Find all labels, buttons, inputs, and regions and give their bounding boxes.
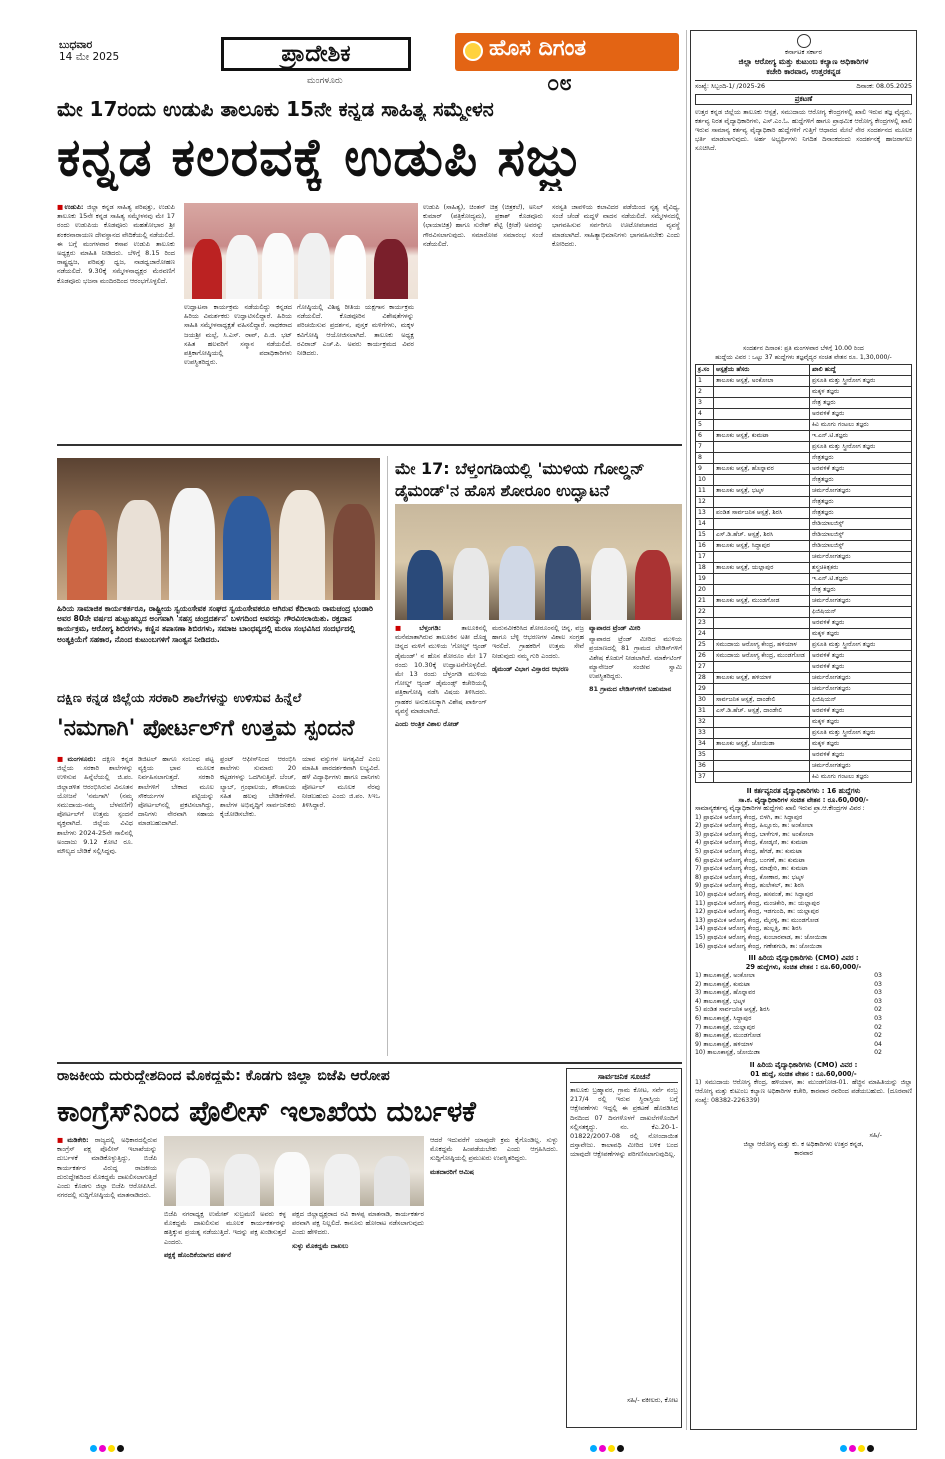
table-cell: ಕಿವಿ ಮೂಗು ಗಂಟಲು ತಜ್ಞರು bbox=[810, 772, 912, 783]
congress-body-4: ಆದರೆ ಇದುವರೆಗೆ ಯಾವುದೇ ಕ್ರಮ ಕೈಗೊಂಡಿಲ್ಲ. ಸುಳ್ಳು ಮೊಕದ್ದಮೆ ಹಿಂಪಡೆಯಬೇಕು ಎಂದು ಆಗ್ರಹಿಸಿದರು. ಸುದ್ದಿಗೋಷ್ಠಿಯಲ್ಲಿ ಪ್ರಮುಖರು ಉಪಸ್ಥಿತರಿದ್ದರು. bbox=[430, 1136, 558, 1163]
table-head-cell: ಆಸ್ಪತ್ರೆಯ ಹೆಸರು bbox=[714, 365, 810, 376]
table-row bbox=[696, 541, 912, 552]
table-row bbox=[696, 684, 912, 695]
table-cell: 37 bbox=[696, 772, 714, 783]
lead-kicker: ಮೇ 17ರಂದು ಉಡುಪಿ ತಾಲೂಕು 15ನೇ ಕನ್ನಡ ಸಾಹಿತ್ಯ ಸಮ್ಮೇಳನ bbox=[57, 97, 494, 121]
congress-col-1: ■ಮಡಿಕೇರಿ: ರಾಜ್ಯದಲ್ಲಿ ಅಧಿಕಾರದಲ್ಲಿರುವ ಕಾಂಗ್ರೆಸ್ ಪಕ್ಷ ಪೊಲೀಸ್ ಇಲಾಖೆಯನ್ನು ದುರ್ಬಳಕೆ ಮಾಡಿಕೊಳ್ಳುತ್ತಿದ್ದು, ಬಿಜೆಪಿ ಕಾರ್ಯಕರ್ತರ ವಿರುದ್ಧ ರಾಜಕೀಯ ದುರುದ್ದೇಶದಿಂದ ಮೊಕದ್ದಮೆ ದಾಖಲಿಸಲಾಗುತ್ತಿದೆ ಎಂದು ಕೊಡಗು ಜಿಲ್ಲಾ ಬಿಜೆಪಿ ಆರೋಪಿಸಿದೆ. ನಗರದಲ್ಲಿ ಸುದ್ದಿಗೋಷ್ಠಿಯಲ್ಲಿ ಮಾತನಾಡಿದರು. bbox=[57, 1136, 157, 1200]
table-row bbox=[696, 453, 912, 464]
table-cell: 30 bbox=[696, 695, 714, 706]
date-label: 14 ಮೇ 2025 bbox=[59, 51, 120, 63]
table-cell: ಮಕ್ಕಳ ತಜ್ಞರು bbox=[810, 717, 912, 728]
table-row bbox=[696, 673, 912, 684]
table-cell bbox=[714, 684, 810, 695]
sec2-salary: ಸಾ.ಕ. ವೈದ್ಯಾಧಿಕಾರಿಗಳ ಸಂಚಿತ ವೇತನ : ರೂ.60,000/- bbox=[738, 796, 869, 804]
schools-kicker: ದಕ್ಷಿಣ ಕನ್ನಡ ಜಿಲ್ಲೆಯ ಸರಕಾರಿ ಶಾಲೆಗಳನ್ನು ಉಳಿಸುವ ಹಿನ್ನೆಲೆ bbox=[57, 690, 302, 705]
lead-dateline: ಉಡುಪಿ: bbox=[64, 203, 84, 211]
list-item-label: 6) ತಾಲೂಕಾಸ್ಪತ್ರೆ, ಸಿದ್ದಾಪುರ bbox=[695, 1015, 752, 1023]
table-cell: 15 bbox=[696, 530, 714, 541]
sec2-title: II ಕರ್ತವ್ಯನಿರತ ವೈದ್ಯಾಧಿಕಾರಿಗಳು : 16 ಹುದ್ದೆಗಳು bbox=[746, 787, 861, 795]
list-item: 11) ಪ್ರಾಥಮಿಕ ಆರೋಗ್ಯ ಕೇಂದ್ರ, ಮಂಚಿಕೇರಿ, ತಾ: ಯಲ್ಲಾಪುರ bbox=[695, 899, 820, 907]
table-cell: ತಾಲೂಕು ಆಸ್ಪತ್ರೆ, ಭಟ್ಕಳ bbox=[714, 486, 810, 497]
list-item bbox=[695, 981, 912, 990]
table-cell bbox=[714, 728, 810, 739]
congress-body-1: ರಾಜ್ಯದಲ್ಲಿ ಅಧಿಕಾರದಲ್ಲಿರುವ ಕಾಂಗ್ರೆಸ್ ಪಕ್ಷ ಪೊಲೀಸ್ ಇಲಾಖೆಯನ್ನು ದುರ್ಬಳಕೆ ಮಾಡಿಕೊಳ್ಳುತ್ತಿದ್ದು, ಬಿಜೆಪಿ ಕಾರ್ಯಕರ್ತರ ವಿರುದ್ಧ ರಾಜಕೀಯ ದುರುದ್ದೇಶದಿಂದ ಮೊಕದ್ದಮೆ ದಾಖಲಿಸಲಾಗುತ್ತಿದೆ ಎಂದು ಕೊಡಗು ಜಿಲ್ಲಾ ಬಿಜೆಪಿ ಆರೋಪಿಸಿದೆ. ನಗರದಲ್ಲಿ ಸುದ್ದಿಗೋಷ್ಠಿಯಲ್ಲಿ ಮಾತನಾಡಿದರು. bbox=[57, 1136, 157, 1200]
table-row bbox=[696, 585, 912, 596]
table-cell: ನೇತ್ರತಜ್ಞರು bbox=[810, 497, 912, 508]
table-row bbox=[696, 706, 912, 717]
sec4-title: II ಹಿರಿಯ ವೈದ್ಯಾಧಿಕಾರಿಗಳು (CMO) ವಿವರ : bbox=[749, 1061, 858, 1070]
registration-marks bbox=[840, 1437, 876, 1456]
ad-sign-2: ಜಿಲ್ಲಾ ಆರೋಗ್ಯ ಮತ್ತು ಕು. ಕ ಅಧಿಕಾರಿಗಳು ಉತ್ತರ ಕನ್ನಡ, bbox=[743, 1140, 864, 1149]
list-item bbox=[695, 989, 912, 998]
ad-intro: ಉತ್ತರ ಕನ್ನಡ ಜಿಲ್ಲೆಯ ತಾಲೂಕು ಆಸ್ಪತ್ರೆ, ಸಮುದಾಯ ಆರೋಗ್ಯ ಕೇಂದ್ರಗಳಲ್ಲಿ ಖಾಲಿ ಇರುವ ತಜ್ಞ ವೈದ್ಯರು, ಕರ್ತವ್ಯ ನಿರತ ವೈದ್ಯಾಧಿಕಾರಿಗಳು, ಎಸ್.ಎಂ.ಓ. ಹುದ್ದೆಗಳಿಗೆ ಹಾಗೂ ಪ್ರಾಥಮಿಕ ಆರೋಗ್ಯ ಕೇಂದ್ರಗಳಲ್ಲಿ ಖಾಲಿ ಇರುವ ಸಾಮಾನ್ಯ ಕರ್ತವ್ಯ ವೈದ್ಯಾಧಿಕಾರಿ ಹುದ್ದೆಗಳಿಗೆ ಗುತ್ತಿಗೆ ಆಧಾರದ ಮೇಲೆ ನೇರ ಸಂದರ್ಶನದ ಮೂಲಕ ಭರ್ತಿ ಮಾಡಲಾಗುವುದು. ಅರ್ಹ ಅಭ್ಯರ್ಥಿಗಳು ನಿಗದಿತ ದಿನಾಂಕದಂದು ಸಂದರ್ಶನಕ್ಕೆ ಹಾಜರಾಗಲು ಸೂಚಿಸಿದೆ. bbox=[695, 108, 912, 152]
lead-col-5: ಸರಸ್ವತಿ ಜಾವಳಿಯ ಕಲಾವಿದರ ಪಡೆಯಿಂದ ನೃತ್ಯ ವೈವಿಧ್ಯ, ಸಂಜೆ ಚೆಂಡೆ ಮದ್ದಳೆ ವಾದನ ನಡೆಯಲಿದೆ. ಸಮ್ಮೇಳನದಲ್ಲಿ ಭಾಗವಹಿಸುವ ಸರ್ವರಿಗೂ ಊಟೋಪಚಾರದ ವ್ಯವಸ್ಥೆ ಮಾಡಲಾಗಿದೆ. ಸಾಹಿತ್ಯಾಭಿಮಾನಿಗಳು ಭಾಗವಹಿಸಬೇಕು ಎಂದು ಕೋರಿದರು. bbox=[552, 203, 680, 248]
table-row bbox=[696, 728, 912, 739]
table-row bbox=[696, 640, 912, 651]
table-cell: 5 bbox=[696, 420, 714, 431]
list-item-label: 3) ತಾಲೂಕಾಸ್ಪತ್ರೆ, ಹೊನ್ನಾವರ bbox=[695, 989, 756, 997]
table-row bbox=[696, 530, 912, 541]
table-cell bbox=[714, 420, 810, 431]
sun-icon bbox=[463, 41, 483, 61]
showroom-col-1: ■ಬೆಳ್ತಂಗಡಿ: ತಾಲೂಕಿನಲ್ಲಿ ಮನೆಮಾತಾಗಿರುವ ತಾಲೂಕಿನ ಅತೀ ದೊಡ್ಡ ಚಿನ್ನದ ಮಳಿಗೆ ಮುಳಿಯ 'ಗೋಲ್ಡ್ ಆ್ಯಂಡ್ ಡೈಮಂಡ್' ನ ಹೊಸ ಶೋರೂಂ ಮೇ 17 ರಂದು 10.30ಕ್ಕೆ ಉದ್ಘಾಟನೆಗೊಳ್ಳಲಿದೆ. ಮೇ 13 ರಂದು ಬೆಳ್ತಂಗಡಿ ಮುಳಿಯ ಗೋಲ್ಡ್ ಆ್ಯಂಡ್ ಡೈಮಂಡ್ಸ್ ಕಚೇರಿಯಲ್ಲಿ ಪತ್ರಿಕಾಗೋಷ್ಠಿ ನಡೆಸಿ ವಿಷಯ ತಿಳಿಸಿದರು. ಗ್ರಾಹಕರ ಅನುಕೂಲಕ್ಕಾಗಿ ವಿಶೇಷ ಪಾರ್ಕಿಂಗ್ ವ್ಯವಸ್ಥೆ ಮಾಡಲಾಗಿದೆ. ಎಂದು ಆಂತ್ರಿಕ ವಿಶಾಲ ರೋಡ್ bbox=[395, 624, 487, 729]
table-cell: ಅರವಳಿಕೆ ತಜ್ಞರು bbox=[810, 651, 912, 662]
showroom-body-1: ತಾಲೂಕಿನಲ್ಲಿ ಮನೆಮಾತಾಗಿರುವ ತಾಲೂಕಿನ ಅತೀ ದೊಡ್ಡ ಚಿನ್ನದ ಮಳಿಗೆ ಮುಳಿಯ 'ಗೋಲ್ಡ್ ಆ್ಯಂಡ್ ಡೈಮಂಡ್' ನ ಹೊಸ ಶೋರೂಂ ಮೇ 17 ರಂದು 10.30ಕ್ಕೆ ಉದ್ಘಾಟನೆಗೊಳ್ಳಲಿದೆ. ಮೇ 13 ರಂದು ಬೆಳ್ತಂಗಡಿ ಮುಳಿಯ ಗೋಲ್ಡ್ ಆ್ಯಂಡ್ ಡೈಮಂಡ್ಸ್ ಕಚೇರಿಯಲ್ಲಿ ಪತ್ರಿಕಾಗೋಷ್ಠಿ ನಡೆಸಿ ವಿಷಯ ತಿಳಿಸಿದರು. ಗ್ರಾಹಕರ ಅನುಕೂಲಕ್ಕಾಗಿ ವಿಶೇಷ ಪಾರ್ಕಿಂಗ್ ವ್ಯವಸ್ಥೆ ಮಾಡಲಾಗಿದೆ. bbox=[395, 624, 487, 715]
table-cell: 34 bbox=[696, 739, 714, 750]
ad-interview: ಸಂದರ್ಶನ ದಿನಾಂಕ: ಪ್ರತಿ ಮಂಗಳವಾರ ಬೆಳಿಗ್ಗೆ 10.00 ರಿಂದ bbox=[743, 345, 864, 352]
schools-col-1: ■ಮಂಗಳೂರು: ದಕ್ಷಿಣ ಕನ್ನಡ ಜಿಲ್ಲೆಯ ಸರಕಾರಿ ಶಾಲೆಗಳನ್ನು ಉಳಿಸುವ ಹಿನ್ನೆಲೆಯಲ್ಲಿ ಜಿ.ಪಂ. ಜಿಲ್ಲಾಡಳಿತ ಆರಂಭಿಸಿರುವ ವಿನೂತನ ಯೋಜನೆ 'ನಮಗಾಗಿ' (ನಮ್ಮ ಸಮುದಾಯ-ನಮ್ಮ ಬೆಳವಣಿಗೆ) ಪೋರ್ಟಲ್‌ಗೆ ಉತ್ತಮ ಸ್ಪಂದನೆ ವ್ಯಕ್ತವಾಗಿದೆ. ಜಿಲ್ಲೆಯ ವಿವಿಧ ಶಾಲೆಗಳು 2024-25ನೇ ಸಾಲಿನಲ್ಲಿ ಅಂದಾಜು 9.12 ಕೋಟಿ ರೂ. ಮೌಲ್ಯದ ಬೇಡಿಕೆ ಸಲ್ಲಿಸಿದ್ದವು. bbox=[57, 755, 133, 856]
govt-advertisement bbox=[690, 30, 917, 1430]
table-cell bbox=[714, 497, 810, 508]
list-item-label: 8) ತಾಲೂಕಾಸ್ಪತ್ರೆ, ಮುಂಡಗೋಡ bbox=[695, 1032, 761, 1040]
table-cell: 21 bbox=[696, 596, 714, 607]
table-row bbox=[696, 629, 912, 640]
lead-col-4: ಉಡುಪಿ (ಸಾಹಿತ್ಯ), ಚಿಂತನ್ ಚಿತ್ರ (ಚಿತ್ರಕಲೆ), ಅನಿಲ್ ಕುಮಾರ್ (ಪತ್ರಿಕೋದ್ಯಮ), ಪ್ರಕಾಶ್ ಕೊಡವೂರು (ಛಾಯಾಚಿತ್ರ) ಹಾಗೂ ಸುರೇಶ್ ಶೆಟ್ಟಿ (ಕ್ರೀಡೆ) ಅವರನ್ನು ಗೌರವಿಸಲಾಗುವುದು. ಸಮಾರೋಪ ಸಮಾರಂಭ ಸಂಜೆ ನಡೆಯಲಿದೆ. bbox=[423, 203, 543, 248]
congress-dateline: ಮಡಿಕೇರಿ: bbox=[67, 1136, 89, 1144]
column-rule bbox=[387, 456, 388, 1056]
table-row bbox=[696, 420, 912, 431]
table-cell: 33 bbox=[696, 728, 714, 739]
table-cell: ಅರವಳಿಕೆ ತಜ್ಞರು bbox=[810, 409, 912, 420]
list-item-count: 04 bbox=[874, 1040, 882, 1048]
table-row bbox=[696, 497, 912, 508]
table-row bbox=[696, 376, 912, 387]
table-cell: 16 bbox=[696, 541, 714, 552]
table-cell: ಅರವಳಿಕೆ ತಜ್ಞರು bbox=[810, 750, 912, 761]
table-cell bbox=[714, 717, 810, 728]
emblem-label: ಕರ್ನಾಟಕ ಸರ್ಕಾರ bbox=[785, 48, 822, 56]
table-cell: ನೇತ್ರ ತಜ್ಞರು bbox=[810, 585, 912, 596]
table-cell: ಕಿವಿ ಮೂಗು ಗಂಟಲು ತಜ್ಞರು bbox=[810, 420, 912, 431]
sec2-intro: ಸಾಮಾನ್ಯಕರ್ತವ್ಯ ವೈದ್ಯಾಧಿಕಾರಿಗಳ ಹುದ್ದೆಗಳು ಖಾಲಿ ಇರುವ ಪ್ರಾ.ಆ.ಕೇಂದ್ರಗಳ ವಿವರ : bbox=[695, 805, 865, 812]
table-cell bbox=[714, 519, 810, 530]
table-cell: ಸಮುದಾಯ ಆರೋಗ್ಯ ಕೇಂದ್ರ, ಹಳಿಯಾಳ bbox=[714, 640, 810, 651]
showroom-body-2: ಮರುನವೀಕರಿಸಿದ ಶೋರೂಂನಲ್ಲಿ ಚಿನ್ನ, ವಜ್ರ ಹಾಗೂ ಬೆಳ್ಳಿ ಆಭರಣಗಳ ವಿಶಾಲ ಸಂಗ್ರಹ ಇರಲಿದೆ. ಗ್ರಾಹಕರಿಗೆ ಉತ್ತಮ ಸೇವೆ ನೀಡುವುದು ನಮ್ಮ ಗುರಿ ಎಂದರು. bbox=[492, 624, 584, 660]
showroom-subhead-1: ಎಂದು ಆಂತ್ರಿಕ ವಿಶಾಲ ರೋಡ್ bbox=[395, 720, 460, 729]
table-cell: 35 bbox=[696, 750, 714, 761]
table-cell: 20 bbox=[696, 585, 714, 596]
list-item: 12) ಪ್ರಾಥಮಿಕ ಆರೋಗ್ಯ ಕೇಂದ್ರ, ಇಡಗುಂದಿ, ತಾ: ಯಲ್ಲಾಪುರ bbox=[695, 908, 819, 916]
lead-col-2: ಉದ್ಘಾಟನಾ ಕಾರ್ಯಕ್ರಮ ನಡೆಯಲಿದ್ದು ಕನ್ನಡದ ಹಿರಿಯ ವಿಮರ್ಶಕರು ಉದ್ಘಾಟಿಸಲಿದ್ದಾರೆ. ಹಿರಿಯ ಸಾಹಿತಿ ಸಮ್ಮೇಳನಾಧ್ಯಕ್ಷತೆ ವಹಿಸಲಿದ್ದಾರೆ. ಸಾಧಕರಾದ ಜಯಶ್ರೀ ಮಲ್ಪೆ, ಸಿ.ಎಸ್. ರಾವ್, ಪಿ.ಜಿ. ಭಟ್ ಸಹಿತ ಹಲವರಿಗೆ ಸನ್ಮಾನ ನಡೆಯಲಿದೆ. ಪತ್ರಿಕಾಗೋಷ್ಠಿಯಲ್ಲಿ ಪದಾಧಿಕಾರಿಗಳು ಉಪಸ್ಥಿತರಿದ್ದರು. bbox=[184, 303, 292, 367]
list-item: 2) ಪ್ರಾಥಮಿಕ ಆರೋಗ್ಯ ಕೇಂದ್ರ, ಹಿಲ್ಲೂರು, ತಾ: ಅಂಕೋಲಾ bbox=[695, 822, 814, 830]
ad-title: ಪ್ರಕಟಣೆ bbox=[695, 94, 912, 105]
table-cell: 4 bbox=[696, 409, 714, 420]
showroom-col-3 bbox=[589, 624, 682, 1054]
table-cell: 18 bbox=[696, 563, 714, 574]
table-cell bbox=[714, 475, 810, 486]
table-cell: ಅರವಳಿಕೆ ತಜ್ಞರು bbox=[810, 706, 912, 717]
list-item: 13) ಪ್ರಾಥಮಿಕ ಆರೋಗ್ಯ ಕೇಂದ್ರ, ಮೈನಳ್ಳಿ, ತಾ: ಮುಂಡಗೋಡ bbox=[695, 916, 819, 924]
congress-body-3: ಪಕ್ಷದ ಜಿಲ್ಲಾಧ್ಯಕ್ಷರಾದ ರವಿ ಕಾಳಪ್ಪ ಮಾತನಾಡಿ, ಕಾರ್ಯಕರ್ತರ ಪರವಾಗಿ ಪಕ್ಷ ನಿಲ್ಲಲಿದೆ. ಕಾನೂನು ಹೋರಾಟ ನಡೆಸಲಾಗುವುದು ಎಂದು ಹೇಳಿದರು. bbox=[292, 1210, 424, 1237]
notice-title: ಸಾರ್ವಜನಿಕ ಸೂಚನೆ bbox=[570, 1072, 678, 1083]
table-head-cell: ಕ್ರ.ಸಂ bbox=[696, 365, 714, 376]
table-cell: ರೇಡಿಯಾಲಜಿಸ್ಟ್ bbox=[810, 541, 912, 552]
table-cell: ರೇಡಿಯಾಲಜಿಸ್ಟ್ bbox=[810, 519, 912, 530]
table-cell: ಚರ್ಮರೋಗತಜ್ಞರು bbox=[810, 684, 912, 695]
table-cell: ಇ.ಎನ್.ಟಿ.ತಜ್ಞರು bbox=[810, 431, 912, 442]
table-cell: 6 bbox=[696, 431, 714, 442]
showroom-subhead-3: 81 ಗ್ರಾಮದ ಲೇಡಿಸ್‌ಗಳಿಗೆ ಬಹುಮಾನ bbox=[589, 685, 672, 694]
congress-subhead-1: ಪಕ್ಷಕ್ಕೆ ಹೊಂದಿಕೆಯಾಗದ ವರ್ತನೆ bbox=[164, 1250, 232, 1259]
table-row bbox=[696, 398, 912, 409]
showroom-body-3: ವ್ಯಾಪಾರದ ಟ್ರೆಂಡ್ ಮೀರಿದ ಮುಳಿಯ ಪ್ರಯಾಣದಲ್ಲಿ 81 ಗ್ರಾಮದ ಲೇಡಿಸ್‌ಗಳಿಗೆ ವಿಶೇಷ ಕೊಡುಗೆ ನೀಡಲಾಗಿದೆ. ಮಾರ್ಕೆಟಿಂಗ್ ಮ್ಯಾನೇಜರ್ ಸಂಜೀವ ಸ್ವಾಮಿ ಉಪಸ್ಥಿತರಿದ್ದರು. bbox=[589, 635, 682, 681]
table-row bbox=[696, 750, 912, 761]
table-cell: ಚರ್ಮರೋಗತಜ್ಞರು bbox=[810, 552, 912, 563]
table-cell: 7 bbox=[696, 442, 714, 453]
vacancy-table bbox=[695, 364, 912, 783]
sec4-salary: 01 ಹುದ್ದೆ, ಸಂಚಿತ ವೇತನ : ರೂ.60,000/- bbox=[750, 1070, 857, 1079]
story-photo bbox=[57, 458, 380, 600]
congress-subhead-3: ಮತದಾರರಿಗೆ ಆಮಿಷ bbox=[430, 1167, 474, 1176]
table-cell: ತಾಲೂಕು ಆಸ್ಪತ್ರೆ, ಸಿದ್ದಾಪುರ bbox=[714, 541, 810, 552]
table-cell: 14 bbox=[696, 519, 714, 530]
registration-marks bbox=[90, 1437, 126, 1456]
list-item bbox=[695, 998, 912, 1007]
congress-subhead-2: ಸುಳ್ಳು ಮೊಕದ್ದಮೆ ದಾಖಲು bbox=[292, 1241, 349, 1250]
showroom-headline: ಮೇ 17: ಬೆಳ್ತಂಗಡಿಯಲ್ಲಿ 'ಮುಳಿಯ ಗೋಲ್ಡನ್ ಡೈಮಂಡ್'ನ ಹೊಸ ಶೋರೂಂ ಉದ್ಘಾಟನೆ bbox=[395, 459, 645, 500]
list-item-count: 03 bbox=[874, 1015, 882, 1023]
list-item-label: 5) ಪಂಡಿತ ಸಾರ್ವಜನಿಕ ಆಸ್ಪತ್ರೆ, ಶಿರಸಿ bbox=[695, 1006, 770, 1014]
table-cell: ಚರ್ಮರೋಗತಜ್ಞರು bbox=[810, 673, 912, 684]
table-cell: ಪಂಡಿತ ಸಾರ್ವಜನಿಕ ಆಸ್ಪತ್ರೆ, ಶಿರಸಿ bbox=[714, 508, 810, 519]
list-item-count: 03 bbox=[874, 980, 882, 988]
table-cell: 12 bbox=[696, 497, 714, 508]
table-row bbox=[696, 695, 912, 706]
list-item-label: 10) ತಾಲೂಕಾಸ್ಪತ್ರೆ, ಜೋಯಿಡಾ bbox=[695, 1049, 761, 1057]
table-cell: 24 bbox=[696, 629, 714, 640]
section-title: ಪ್ರಾದೇಶಿಕ bbox=[221, 37, 411, 71]
list-item-count: 03 bbox=[874, 989, 882, 997]
day-label: ಬುಧವಾರ bbox=[59, 39, 93, 51]
table-cell: 13 bbox=[696, 508, 714, 519]
table-cell: ನೇತ್ರ ತಜ್ಞರು bbox=[810, 398, 912, 409]
table-cell: ಎಸ್.ಡಿ.ಹೆಚ್. ಆಸ್ಪತ್ರೆ, ಶಿರಸಿ bbox=[714, 530, 810, 541]
table-cell: 10 bbox=[696, 475, 714, 486]
table-cell: 25 bbox=[696, 640, 714, 651]
table-cell bbox=[714, 442, 810, 453]
page-number: ೦೮ bbox=[547, 71, 572, 96]
table-cell bbox=[714, 662, 810, 673]
list-item: 15) ಪ್ರಾಥಮಿಕ ಆರೋಗ್ಯ ಕೇಂದ್ರ, ಕುಂಬಾರವಾಡ, ತಾ: ಜೋಯಿಡಾ bbox=[695, 933, 828, 941]
ad-date: ದಿನಾಂಕ: 08.05.2025 bbox=[856, 83, 912, 90]
table-row bbox=[696, 464, 912, 475]
list-item bbox=[695, 1015, 912, 1024]
table-row bbox=[696, 387, 912, 398]
congress-headline: ಕಾಂಗ್ರೆಸ್‌ನಿಂದ ಪೊಲೀಸ್ ಇಲಾಖೆಯ ದುರ್ಬಳಕೆ bbox=[57, 1095, 476, 1128]
table-head-cell: ಖಾಲಿ ಹುದ್ದೆ bbox=[810, 365, 912, 376]
congress-col-3 bbox=[292, 1210, 424, 1426]
table-cell bbox=[714, 618, 810, 629]
table-cell: ಶಸ್ತ್ರಚಿಕಿತ್ಸಕರು bbox=[810, 563, 912, 574]
list-item bbox=[695, 1006, 912, 1015]
table-cell bbox=[714, 629, 810, 640]
showroom-subhead-2: ಡೈಮಂಡ್ ವಿಭಾಗ ವಿಸ್ತಾರದ ಆಭರಣ bbox=[492, 664, 569, 673]
table-cell: 23 bbox=[696, 618, 714, 629]
congress-photo bbox=[164, 1136, 424, 1206]
paper-logo bbox=[455, 33, 679, 71]
table-cell: ತಾಲೂಕು ಆಸ್ಪತ್ರೆ, ಯಲ್ಲಾಪುರ bbox=[714, 563, 810, 574]
notice-body: ತಾಲೂಕು ಬ್ರಹ್ಮಾವರ, ಗ್ರಾಮ ಕೋಟ, ಸರ್ವೆ ನಂಬ್ರ 217/4 ರಲ್ಲಿ ಇರುವ ಸ್ಥಿರಾಸ್ತಿಯ ಬಗ್ಗೆ ಆಕ್ಷೇಪಣೆಗಳು ಇದ್ದಲ್ಲಿ ಈ ಪ್ರಕಟಣೆ ಹೊರಡಿಸಿದ ದಿನದಿಂದ 07 ದಿನಗಳೊಳಗೆ ದಾಖಲೆಗಳೊಂದಿಗೆ ಸಲ್ಲಿಸತಕ್ಕದ್ದು. ನಂ. ಕೆಎ.20-1-01822/2007-08 ರಲ್ಲಿ ನೋಂದಾಯಿತ ದಸ್ತಾವೇಜು. ಕಾಲಾವಧಿ ಮೀರಿದ ಬಳಿಕ ಬಂದ ಯಾವುದೇ ಆಕ್ಷೇಪಣೆಗಳನ್ನು ಪರಿಗಣಿಸಲಾಗುವುದಿಲ್ಲ. bbox=[570, 1086, 678, 1159]
table-cell: ತಾಲೂಕು ಆಸ್ಪತ್ರೆ, ಮುಂಡಗೋಡ bbox=[714, 596, 810, 607]
list-item: 7) ಪ್ರಾಥಮಿಕ ಆರೋಗ್ಯ ಕೇಂದ್ರ, ಮಾಡ್ಗೇರಿ, ತಾ: ಕುಮಟಾ bbox=[695, 865, 808, 873]
phc-list bbox=[695, 814, 912, 952]
lead-headline: ಕನ್ನಡ ಕಲರವಕ್ಕೆ ಉಡುಪಿ ಸಜ್ಜು bbox=[57, 128, 582, 188]
table-cell: 36 bbox=[696, 761, 714, 772]
list-item: 1) ಪ್ರಾಥಮಿಕ ಆರೋಗ್ಯ ಕೇಂದ್ರ, ಬಿಳಗಿ, ತಾ: ಸಿದ್ದಾಪುರ bbox=[695, 813, 803, 821]
list-item: 4) ಪ್ರಾಥಮಿಕ ಆರೋಗ್ಯ ಕೇಂದ್ರ, ಕೋಡ್ಕಣಿ, ತಾ: ಕುಮಟಾ bbox=[695, 839, 808, 847]
table-row bbox=[696, 431, 912, 442]
table-cell bbox=[714, 398, 810, 409]
table-cell: ಸಮುದಾಯ ಆರೋಗ್ಯ ಕೇಂದ್ರ, ಮುಂಡಗೋಡ bbox=[714, 651, 810, 662]
table-cell: ಅರವಳಿಕೆ ತಜ್ಞರು bbox=[810, 464, 912, 475]
list-item-label: 9) ತಾಲೂಕಾಸ್ಪತ್ರೆ, ಹಳಿಯಾಳ bbox=[695, 1040, 754, 1048]
table-cell: 1 bbox=[696, 376, 714, 387]
masthead bbox=[57, 36, 682, 96]
table-cell: 27 bbox=[696, 662, 714, 673]
list-item-label: 4) ತಾಲೂಕಾಸ್ಪತ್ರೆ, ಭಟ್ಕಳ bbox=[695, 997, 746, 1005]
list-item-count: 03 bbox=[874, 997, 882, 1005]
section-divider bbox=[57, 1062, 682, 1064]
ad-sign-1: ಸಹಿ/- bbox=[869, 1131, 882, 1140]
sec3-title: III ಹಿರಿಯ ವೈದ್ಯಾಧಿಕಾರಿಗಳು (CMO) ವಿವರ : bbox=[748, 954, 859, 963]
schools-dateline: ಮಂಗಳೂರು: bbox=[67, 755, 96, 763]
table-row bbox=[696, 519, 912, 530]
showroom-dateline: ಬೆಳ್ತಂಗಡಿ: bbox=[419, 624, 442, 632]
table-cell: 26 bbox=[696, 651, 714, 662]
schools-col-4: ಯಾವ ವಸ್ತುಗಳ ಅಗತ್ಯವಿದೆ ಎಂಬ ಮಾಹಿತಿ ಪಾರದರ್ಶಕವಾಗಿ ಲಭ್ಯವಿದೆ. ಹಳೆ ವಿದ್ಯಾರ್ಥಿಗಳು ಹಾಗೂ ದಾನಿಗಳು ಪೋರ್ಟಲ್ ಮೂಲಕ ನೆರವು ನೀಡಬಹುದು ಎಂದು ಜಿ.ಪಂ. ಸಿಇಒ ತಿಳಿಸಿದ್ದಾರೆ. bbox=[302, 755, 380, 810]
table-cell: ತಾಲೂಕು ಆಸ್ಪತ್ರೆ, ಹಳಿಯಾಳ bbox=[714, 673, 810, 684]
notice-sign: ಸಹಿ/- ವಕೀಲರು, ಕೋಟ bbox=[627, 1396, 678, 1404]
table-cell: ತಾಲೂಕು ಆಸ್ಪತ್ರೆ, ಜೋಯಿಡಾ bbox=[714, 739, 810, 750]
table-cell bbox=[714, 761, 810, 772]
lead-col-3: ಗೋಷ್ಠಿಯಲ್ಲಿ ವಿಶಿಷ್ಟ ರೀತಿಯ ಯಕ್ಷಗಾನ ಕಾರ್ಯಕ್ರಮ ನಡೆಯಲಿದೆ. ಕೊಡವೂರಿನ ವಿಶೇಷತೆಗಳನ್ನು ಪರಿಚಯಿಸುವ ಪ್ರದರ್ಶನ, ಪುಸ್ತಕ ಮಳಿಗೆಗಳು, ಮಕ್ಕಳ ಕವಿಗೋಷ್ಠಿ ಆಯೋಜಿಸಲಾಗಿದೆ. ತಾಲೂಕು ಅಧ್ಯಕ್ಷ ರವಿರಾಜ್ ಎಚ್.ಪಿ. ಅವರು ಕಾರ್ಯಕ್ರಮದ ವಿವರ ನೀಡಿದರು. bbox=[297, 303, 414, 358]
table-cell bbox=[714, 552, 810, 563]
table-cell: 28 bbox=[696, 673, 714, 684]
cmo-list bbox=[695, 972, 912, 1058]
city-label: ಮಂಗಳೂರು bbox=[307, 76, 343, 86]
lead-photo bbox=[184, 203, 418, 299]
table-row bbox=[696, 739, 912, 750]
table-row bbox=[696, 596, 912, 607]
list-item: 5) ಪ್ರಾಥಮಿಕ ಆರೋಗ್ಯ ಕೇಂದ್ರ, ಹೆಗಡೆ, ತಾ: ಕುಮಟಾ bbox=[695, 847, 803, 855]
list-item: 3) ಪ್ರಾಥಮಿಕ ಆರೋಗ್ಯ ಕೇಂದ್ರ, ಬಾಳೆಗುಳಿ, ತಾ: ಅಂಕೋಲಾ bbox=[695, 830, 814, 838]
table-cell: 9 bbox=[696, 464, 714, 475]
table-row bbox=[696, 662, 912, 673]
table-cell: ಫಿಜಿಷಿಯನ್ bbox=[810, 607, 912, 618]
public-notice bbox=[566, 1068, 682, 1428]
table-cell: 22 bbox=[696, 607, 714, 618]
table-cell: ಚರ್ಮರೋಗತಜ್ಞರು bbox=[810, 596, 912, 607]
table-cell: 3 bbox=[696, 398, 714, 409]
table-cell: ಮಕ್ಕಳ ತಜ್ಞರು bbox=[810, 387, 912, 398]
table-cell: ಮಕ್ಕಳ ತಜ್ಞರು bbox=[810, 739, 912, 750]
lead-col-1: ■ಉಡುಪಿ: ಜಿಲ್ಲಾ ಕನ್ನಡ ಸಾಹಿತ್ಯ ಪರಿಷತ್ತು, ಉಡುಪಿ ತಾಲೂಕು 15ನೇ ಕನ್ನಡ ಸಾಹಿತ್ಯ ಸಮ್ಮೇಳನವು ಮೇ 17 ರಂದು ಉಡುಪಿಯ ಕೊಡವೂರು ಮಹತೋಭಾರ ಶ್ರೀ ಶಂಕರನಾರಾಯಣ ದೇವಸ್ಥಾನದ ವೇದಿಕೆಯಲ್ಲಿ ನಡೆಯಲಿದೆ. ಈ ಬಗ್ಗೆ ಮಂಗಳವಾರ ಕಸಾಪ ಉಡುಪಿ ತಾಲೂಕು ಅಧ್ಯಕ್ಷರು ಮಾಹಿತಿ ನೀಡಿದರು. ಬೆಳಿಗ್ಗೆ 8.15 ರಿಂದ ರಾಷ್ಟ್ರಧ್ವಜ, ಪರಿಷತ್ತು ಧ್ವಜ, ನಾಡಧ್ವಜಾರೋಹಣ ನಡೆಯಲಿದೆ. 9.30ಕ್ಕೆ ಸಮ್ಮೇಳನಾಧ್ಯಕ್ಷರ ಮೆರವಣಿಗೆ ಕೊಡವೂರು ಭಜನಾ ಮಂದಿರದಿಂದ ಆರಂಭಗೊಳ್ಳಲಿದೆ. bbox=[57, 203, 175, 285]
sec4-body: 1) ಸಮುದಾಯ ಆರೋಗ್ಯ ಕೇಂದ್ರ, ಹಳಿಯಾಳ, ತಾ: ಮುಂಡಗೋಡ-01. ಹೆಚ್ಚಿನ ಮಾಹಿತಿಯನ್ನು ಜಿಲ್ಲಾ ಆರೋಗ್ಯ ಮತ್ತು ಕುಟುಂಬ ಕಲ್ಯಾಣ ಅಧಿಕಾರಿಗಳ ಕಚೇರಿ, ಕಾರವಾರ ರವರಿಂದ ಪಡೆಯಬಹುದು. (ದೂರವಾಣಿ ಸಂಖ್ಯೆ: 08382-226339) bbox=[695, 1079, 912, 1104]
table-cell: ಪ್ರಸೂತಿ ಮತ್ತು ಸ್ತ್ರೀರೋಗ ತಜ್ಞರು bbox=[810, 442, 912, 453]
list-item bbox=[695, 1041, 912, 1050]
section-divider bbox=[57, 444, 682, 446]
list-item: 9) ಪ್ರಾಥಮಿಕ ಆರೋಗ್ಯ ಕೇಂದ್ರ, ಹುಲೇಕಲ್, ತಾ: ಶಿರಸಿ bbox=[695, 882, 805, 890]
table-cell: ಪ್ರಸೂತಿ ಮತ್ತು ಸ್ತ್ರೀರೋಗ ತಜ್ಞರು bbox=[810, 376, 912, 387]
table-row bbox=[696, 508, 912, 519]
table-cell: ನೇತ್ರತಜ್ಞರು bbox=[810, 453, 912, 464]
table-row bbox=[696, 618, 912, 629]
table-cell: 32 bbox=[696, 717, 714, 728]
table-row bbox=[696, 574, 912, 585]
ad-reference: ಸಂಖ್ಯೆ: ಸಿಬ್ಬಂದಿ-1/ /2025-26 bbox=[695, 83, 765, 90]
table-cell: ನೇತ್ರತಜ್ಞರು bbox=[810, 475, 912, 486]
table-row bbox=[696, 552, 912, 563]
table-cell: ಪ್ರಸೂತಿ ಮತ್ತು ಸ್ತ್ರೀರೋಗ ತಜ್ಞರು bbox=[810, 640, 912, 651]
photo-caption: ಹಿರಿಯ ಸಾಮಾಜಿಕ ಕಾರ್ಯಕರ್ತರೂ, ರಾಷ್ಟ್ರೀಯ ಸ್ವಯಂಸೇವಕ ಸಂಘದ ಸ್ವಯಂಸೇವಕರೂ ಆಗಿರುವ ಕೆದಿಲಾಯ ರಾಮಚಂದ್ರ ಭಂಡಾರಿ ಅವರ 80ನೇ ವರ್ಷದ ಹುಟ್ಟುಹಬ್ಬದ ಅಂಗವಾಗಿ 'ಸಹಸ್ರ ಚಂದ್ರದರ್ಶನ' ಬಳಗದಿಂದ ಅವರನ್ನು ಗೌರವಿಸಲಾಯಿತು. ರಕ್ತದಾನ ಕಾರ್ಯಕ್ರಮ, ಆರೋಗ್ಯ ಶಿಬಿರಗಳು, ಕಣ್ಣಿನ ತಪಾಸಣಾ ಶಿಬಿರಗಳು, ಸಮಾಜ ಬಾಂಧವ್ಯದಲ್ಲಿ ಮರಣ ಸಂಭವಿಸಿದ ಸಂದರ್ಭದಲ್ಲಿ ಅಂತ್ಯಕ್ರಿಯೆಗೆ ಸಹಕಾರ, ನೊಂದ ಕುಟುಂಬಗಳಿಗೆ ಸಾಂತ್ವನ ನೀಡಿದರು. bbox=[57, 604, 374, 644]
sec3-salary: 29 ಹುದ್ದೆಗಳು, ಸಂಚಿತ ವೇತನ : ರೂ.60,000/- bbox=[745, 963, 862, 972]
list-item-count: 02 bbox=[874, 1032, 882, 1040]
table-row bbox=[696, 717, 912, 728]
table-row bbox=[696, 486, 912, 497]
schools-body-1: ದಕ್ಷಿಣ ಕನ್ನಡ ಜಿಲ್ಲೆಯ ಸರಕಾರಿ ಶಾಲೆಗಳನ್ನು ಉಳಿಸುವ ಹಿನ್ನೆಲೆಯಲ್ಲಿ ಜಿ.ಪಂ. ಜಿಲ್ಲಾಡಳಿತ ಆರಂಭಿಸಿರುವ ವಿನೂತನ ಯೋಜನೆ 'ನಮಗಾಗಿ' (ನಮ್ಮ ಸಮುದಾಯ-ನಮ್ಮ ಬೆಳವಣಿಗೆ) ಪೋರ್ಟಲ್‌ಗೆ ಉತ್ತಮ ಸ್ಪಂದನೆ ವ್ಯಕ್ತವಾಗಿದೆ. ಜಿಲ್ಲೆಯ ವಿವಿಧ ಶಾಲೆಗಳು 2024-25ನೇ ಸಾಲಿನಲ್ಲಿ ಅಂದಾಜು 9.12 ಕೋಟಿ ರೂ. ಮೌಲ್ಯದ ಬೇಡಿಕೆ ಸಲ್ಲಿಸಿದ್ದವು. bbox=[57, 755, 133, 856]
column-rule bbox=[686, 30, 687, 1430]
table-cell: 11 bbox=[696, 486, 714, 497]
table-cell bbox=[714, 750, 810, 761]
list-item-count: 02 bbox=[874, 1049, 882, 1057]
showroom-col-2 bbox=[492, 624, 584, 1054]
table-cell bbox=[714, 387, 810, 398]
table-cell: 29 bbox=[696, 684, 714, 695]
schools-col-2: ಡಿಜಿಟಲ್ ಹಾಗೂ ಸಂಬಂಧ ಪಟ್ಟ ವ್ಯಕ್ತಿಯ ಭಾವ ಮೂಲಕ ನಿರ್ವಹಿಸಲಾಗುತ್ತದೆ. ಸರಕಾರಿ ಶಾಲೆಗಳಿಗೆ ಬೇಕಾದ ಮೂಲ ಸೌಕರ್ಯಗಳ ಪಟ್ಟಿಯನ್ನು ಪೋರ್ಟಲ್‌ನಲ್ಲಿ ಪ್ರಕಟಿಸಲಾಗಿದ್ದು, ದಾನಿಗಳು ನೇರವಾಗಿ ಸಹಾಯ ಮಾಡಬಹುದಾಗಿದೆ. bbox=[138, 755, 214, 828]
table-cell: ತಾಲೂಕು ಆಸ್ಪತ್ರೆ, ಅಂಕೋಲಾ bbox=[714, 376, 810, 387]
table-cell: ಎಸ್.ಡಿ.ಹೆಚ್. ಆಸ್ಪತ್ರೆ, ದಾಂಡೇಲಿ bbox=[714, 706, 810, 717]
table-cell: ಚರ್ಮರೋಗತಜ್ಞರು bbox=[810, 486, 912, 497]
list-item bbox=[695, 1024, 912, 1033]
list-item: 8) ಪ್ರಾಥಮಿಕ ಆರೋಗ್ಯ ಕೇಂದ್ರ, ಕೋಣಾರ, ತಾ: ಭಟ್ಕಳ bbox=[695, 873, 804, 881]
table-row bbox=[696, 409, 912, 420]
table-cell: ಅರವಳಿಕೆ ತಜ್ಞರು bbox=[810, 618, 912, 629]
congress-col-4 bbox=[430, 1136, 558, 1426]
list-item: 6) ಪ್ರಾಥಮಿಕ ಆರೋಗ್ಯ ಕೇಂದ್ರ, ಬಂಗಣೆ, ತಾ: ಕುಮಟಾ bbox=[695, 856, 805, 864]
table-cell: ಫಿಜಿಷಿಯನ್ bbox=[810, 695, 912, 706]
office-name-1: ಜಿಲ್ಲಾ ಆರೋಗ್ಯ ಮತ್ತು ಕುಟುಂಬ ಕಲ್ಯಾಣ ಅಧಿಕಾರಿಗಳ bbox=[738, 57, 869, 66]
date-block bbox=[59, 39, 179, 63]
table-cell bbox=[714, 585, 810, 596]
table-cell: ಇ.ಎನ್.ಟಿ.ತಜ್ಞರು bbox=[810, 574, 912, 585]
list-item: 14) ಪ್ರಾಥಮಿಕ ಆರೋಗ್ಯ ಕೇಂದ್ರ, ಹುಲ್ಲತ್ತಿ, ತಾ: ಶಿರಸಿ bbox=[695, 925, 802, 933]
table-row bbox=[696, 772, 912, 783]
table-cell: ನೇತ್ರತಜ್ಞರು bbox=[810, 508, 912, 519]
table-cell: ತಾಲೂಕು ಆಸ್ಪತ್ರೆ, ಕುಮಟಾ bbox=[714, 431, 810, 442]
table-row bbox=[696, 442, 912, 453]
showroom-photo bbox=[395, 504, 682, 620]
list-item-label: 7) ತಾಲೂಕಾಸ್ಪತ್ರೆ, ಯಲ್ಲಾಪುರ bbox=[695, 1023, 756, 1031]
list-item-count: 02 bbox=[874, 1023, 882, 1031]
table-cell: ತಾಲೂಕು ಆಸ್ಪತ್ರೆ, ಹೊನ್ನಾವರ bbox=[714, 464, 810, 475]
table-cell bbox=[714, 607, 810, 618]
paper-name: ಹೊಸ ದಿಗಂತ bbox=[489, 36, 587, 61]
table-cell bbox=[714, 772, 810, 783]
table-cell bbox=[714, 409, 810, 420]
list-item-count: 03 bbox=[874, 972, 882, 980]
table-cell: 19 bbox=[696, 574, 714, 585]
table-row bbox=[696, 607, 912, 618]
congress-col-2 bbox=[164, 1210, 286, 1426]
table-row bbox=[696, 651, 912, 662]
list-item bbox=[695, 972, 912, 981]
list-item: 10) ಪ್ರಾಥಮಿಕ ಆರೋಗ್ಯ ಕೇಂದ್ರ, ಹಸವಂತೆ, ತಾ: ಸಿದ್ದಾಪುರ bbox=[695, 890, 814, 898]
congress-kicker: ರಾಜಕೀಯ ದುರುದ್ದೇಶದಿಂದ ಮೊಕದ್ದಮೆ: ಕೊಡಗು ಜಿಲ್ಲಾ ಬಿಜೆಪಿ ಆರೋಪ bbox=[57, 1068, 390, 1084]
list-item bbox=[695, 1032, 912, 1041]
table-cell bbox=[714, 574, 810, 585]
vacancy-table-head bbox=[696, 365, 912, 376]
schools-headline: 'ನಮಗಾಗಿ' ಪೋರ್ಟಲ್‌ಗೆ ಉತ್ತಮ ಸ್ಪಂದನೆ bbox=[57, 716, 355, 741]
list-item-label: 1) ತಾಲೂಕಾಸ್ಪತ್ರೆ, ಅಂಕೋಲಾ bbox=[695, 972, 755, 980]
table-cell: ರೇಡಿಯಾಲಜಿಸ್ಟ್ bbox=[810, 530, 912, 541]
govt-emblem-icon bbox=[797, 34, 811, 48]
table-cell: ಅರವಳಿಕೆ ತಜ್ಞರು bbox=[810, 662, 912, 673]
list-item-label: 2) ತಾಲೂಕಾಸ್ಪತ್ರೆ, ಕುಮಟಾ bbox=[695, 980, 751, 988]
table-cell: ಮಕ್ಕಳ ತಜ್ಞರು bbox=[810, 629, 912, 640]
list-item bbox=[695, 1049, 912, 1058]
schools-col-3: ಫ್ರಂಟ್ ಆಫೀಸ್‌ನಿಂದ ಆರಂಭಿಸಿ ಶಾಲೆಗಳು ಸುಮಾರು 20 ಕಟ್ಟಡಗಳನ್ನು ಒದಗಿಸುತ್ತಿವೆ. ಬೆಂಚ್, ಲ್ಯಾಬ್, ಗ್ರಂಥಾಲಯ, ಶೌಚಾಲಯ ಸಹಿತ ಹಲವು ಬೇಡಿಕೆಗಳಿವೆ. ಶಾಲೆಗಳ ಅಭಿವೃದ್ಧಿಗೆ ಸಾರ್ವಜನಿಕರು ಕೈಜೋಡಿಸಬೇಕು. bbox=[220, 755, 296, 819]
ad-salary: ಹುದ್ದೆಯ ವಿವರ : ಒಟ್ಟು 37 ಹುದ್ದೆಗಳು ತಜ್ಞವೈದ್ಯರ ಸಂಚಿತ ವೇತನ ರೂ. 1,30,000/- bbox=[715, 354, 892, 361]
table-cell: 2 bbox=[696, 387, 714, 398]
table-cell: ಚರ್ಮರೋಗತಜ್ಞರು bbox=[810, 761, 912, 772]
table-row bbox=[696, 761, 912, 772]
list-item: 16) ಪ್ರಾಥಮಿಕ ಆರೋಗ್ಯ ಕೇಂದ್ರ, ಗಣೇಶಗುಡಿ, ತಾ: ಜೋಯಿಡಾ bbox=[695, 942, 823, 950]
table-cell: ಪ್ರಸೂತಿ ಮತ್ತು ಸ್ತ್ರೀರೋಗ ತಜ್ಞರು bbox=[810, 728, 912, 739]
list-item-count: 02 bbox=[874, 1006, 882, 1014]
registration-marks bbox=[590, 1437, 626, 1456]
ad-sign-3: ಕಾರವಾರ bbox=[794, 1149, 813, 1158]
lead-body-1: ಜಿಲ್ಲಾ ಕನ್ನಡ ಸಾಹಿತ್ಯ ಪರಿಷತ್ತು, ಉಡುಪಿ ತಾಲೂಕು 15ನೇ ಕನ್ನಡ ಸಾಹಿತ್ಯ ಸಮ್ಮೇಳನವು ಮೇ 17 ರಂದು ಉಡುಪಿಯ ಕೊಡವೂರು ಮಹತೋಭಾರ ಶ್ರೀ ಶಂಕರನಾರಾಯಣ ದೇವಸ್ಥಾನದ ವೇದಿಕೆಯಲ್ಲಿ ನಡೆಯಲಿದೆ. ಈ ಬಗ್ಗೆ ಮಂಗಳವಾರ ಕಸಾಪ ಉಡುಪಿ ತಾಲೂಕು ಅಧ್ಯಕ್ಷರು ಮಾಹಿತಿ ನೀಡಿದರು. ಬೆಳಿಗ್ಗೆ 8.15 ರಿಂದ ರಾಷ್ಟ್ರಧ್ವಜ, ಪರಿಷತ್ತು ಧ್ವಜ, ನಾಡಧ್ವಜಾರೋಹಣ ನಡೆಯಲಿದೆ. 9.30ಕ್ಕೆ ಸಮ್ಮೇಳನಾಧ್ಯಕ್ಷರ ಮೆರವಣಿಗೆ ಕೊಡವೂರು ಭಜನಾ ಮಂದಿರದಿಂದ ಆರಂಭಗೊಳ್ಳಲಿದೆ. bbox=[57, 203, 175, 285]
table-row bbox=[696, 563, 912, 574]
table-cell bbox=[714, 453, 810, 464]
table-cell: ಸಾರ್ವಜನಿಕ ಆಸ್ಪತ್ರೆ, ದಾಂಡೇಲಿ bbox=[714, 695, 810, 706]
congress-body-2: ಬಿಜೆಪಿ ನಗರಾಧ್ಯಕ್ಷ ಉಮೇಶ್ ಸುಬ್ರಮಣಿ ಅವರು ಕಳ್ಳ ಮೊಕದ್ದಮೆ ದಾಖಲಿಸುವ ಮೂಲಕ ಕಾರ್ಯಕರ್ತರನ್ನು ಹತ್ತಿಕ್ಕುವ ಪ್ರಯತ್ನ ನಡೆಯುತ್ತಿದೆ. ಇದನ್ನು ಪಕ್ಷ ಖಂಡಿಸುತ್ತದೆ ಎಂದರು. bbox=[164, 1210, 286, 1246]
table-cell: 31 bbox=[696, 706, 714, 717]
showroom-subhead-4: ವ್ಯಾಪಾರದ ಟ್ರೆಂಡ್ ಮೀರಿ bbox=[589, 624, 641, 632]
table-cell: 8 bbox=[696, 453, 714, 464]
table-cell: 17 bbox=[696, 552, 714, 563]
office-name-2: ಕಚೇರಿ ಕಾರವಾರ, ಉತ್ತರಕನ್ನಡ bbox=[766, 67, 841, 76]
table-row bbox=[696, 475, 912, 486]
